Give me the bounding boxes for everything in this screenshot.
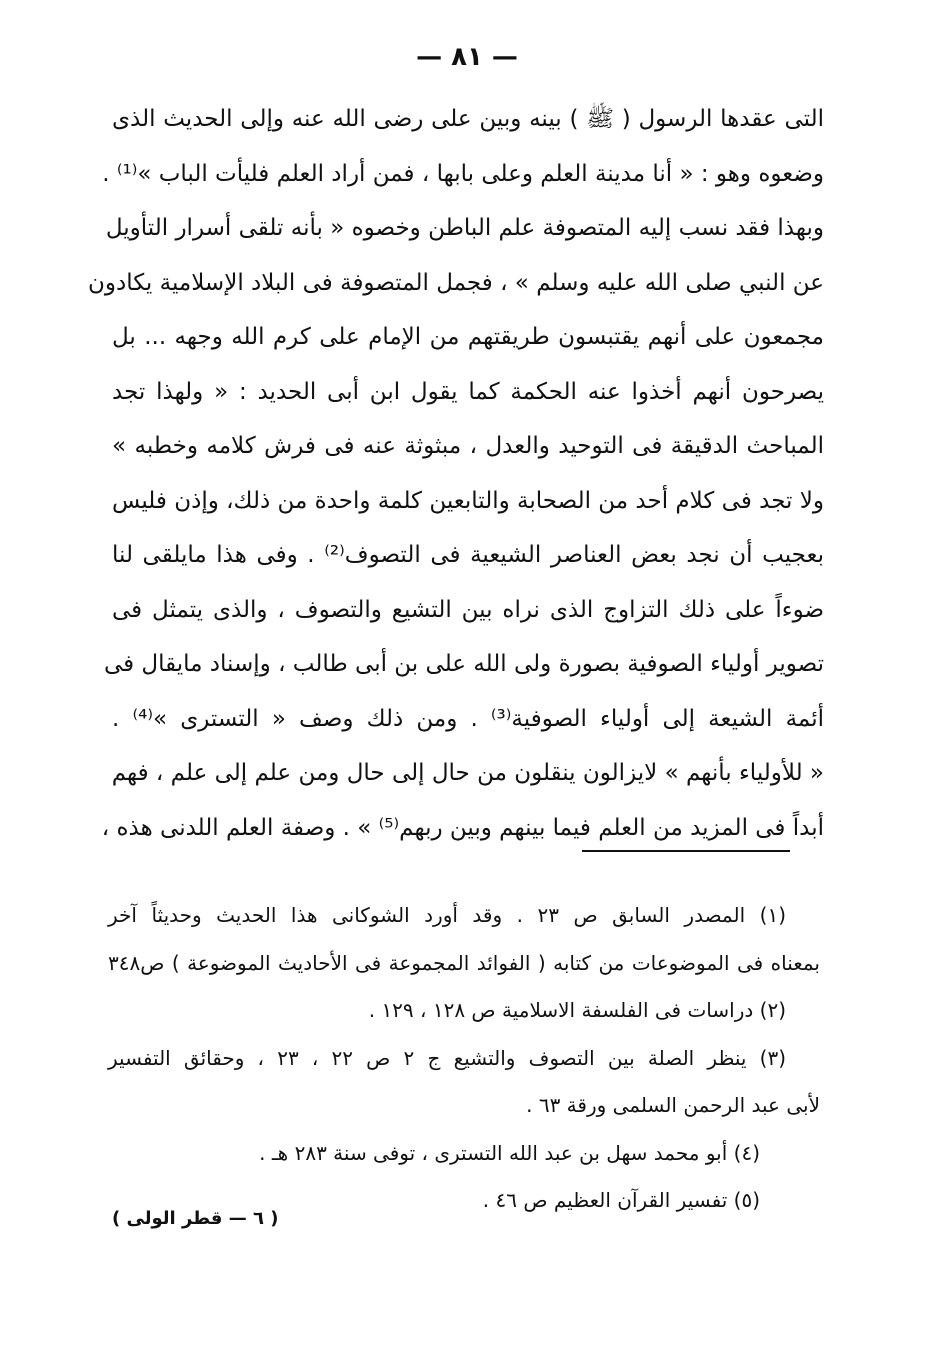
signature-mark: ( ٦ — قطر الولى ) — [112, 1208, 279, 1229]
text-line: أئمة الشيعة إلى أولياء الصوفية⁽³⁾ . ومن ذلك وصف « التسترى »⁽⁴⁾ . — [112, 705, 824, 732]
footnote-line: (٣) ينظر الصلة بين التصوف والتشيع ج ٢ ص ٢٢ ، ٢٣ ، وحقائق التفسير — [108, 1045, 786, 1070]
footnote-line: لأبى عبد الرحمن السلمى ورقة ٦٣ . — [526, 1093, 820, 1117]
text-line: التى عقدها الرسول ( ﷺ ) بينه وبين على رضى الله عنه وإلى الحديث الذى — [112, 106, 824, 132]
footnotes — [108, 892, 820, 1225]
text-line: مجمعون على أنهم يقتبسون طريقتهم من الإمام على كرم الله وجهه ... بل — [112, 324, 824, 350]
footnote-line: (٢) دراسات فى الفلسفة الاسلامية ص ١٢٨ ، ١٢٩ . — [368, 998, 786, 1022]
main-text — [87, 92, 825, 855]
footnote-separator — [582, 850, 790, 852]
page-number: — ٨١ — — [416, 42, 518, 72]
footnote-line: (٤) أبو محمد سهل بن عبد الله التسترى ، توفى سنة ٢٨٣ هـ . — [259, 1140, 760, 1165]
text-line: المباحث الدقيقة فى التوحيد والعدل ، مبثوثة عنه فى فرش كلامه وخطبه » — [112, 433, 824, 459]
text-line: يصرحون أنهم أخذوا عنه الحكمة كما يقول ابن أبى الحديد : « ولهذا تجد — [112, 378, 824, 405]
footnote-line: بمعناه فى الموضوعات من كتابه ( الفوائد المجموعة فى الأحاديث الموضوعة ) ص٣٤٨ — [108, 950, 820, 975]
text-line: وبهذا فقد نسب إليه المتصوفة علم الباطن وخصوه « بأنه تلقى أسرار التأويل — [105, 215, 824, 241]
text-line: ضوءاً على ذلك التزاوج الذى نراه بين التشيع والتصوف ، والذى يتمثل فى — [112, 596, 824, 623]
text-line: بعجيب أن نجد بعض العناصر الشيعية فى التصوف⁽²⁾ . وفى هذا مايلقى لنا — [112, 542, 825, 568]
text-line: تصوير أولياء الصوفية بصورة ولى الله على بن أبى طالب ، وإسناد مايقال فى — [103, 651, 824, 677]
text-line: أبداً فى المزيد من العلم فيما بينهم وبين ربهم⁽⁵⁾ » . وصفة العلم اللدنى هذه ، — [101, 814, 824, 841]
text-line: وضعوه وهو : « أنا مدينة العلم وعلى بابها ، فمن أراد العلم فليأت الباب »⁽¹⁾ . — [102, 160, 824, 187]
footnote-line: (٥) تفسير القرآن العظيم ص ٤٦ . — [482, 1188, 760, 1212]
footnote-line: (١) المصدر السابق ص ٢٣ . وقد أورد الشوكانى هذا الحديث وحديثاً آخر — [108, 903, 786, 927]
text-line: عن النبي صلى الله عليه وسلم » ، فجمل المتصوفة فى البلاد الإسلامية يكادون — [87, 269, 824, 296]
text-line: « للأولياء بأنهم » لايزالون ينقلون من حال إلى حال ومن علم إلى علم ، فهم — [111, 760, 824, 786]
text-line: ولا تجد فى كلام أحد من الصحابة والتابعين كلمة واحدة من ذلك، وإذن فليس — [112, 487, 824, 514]
